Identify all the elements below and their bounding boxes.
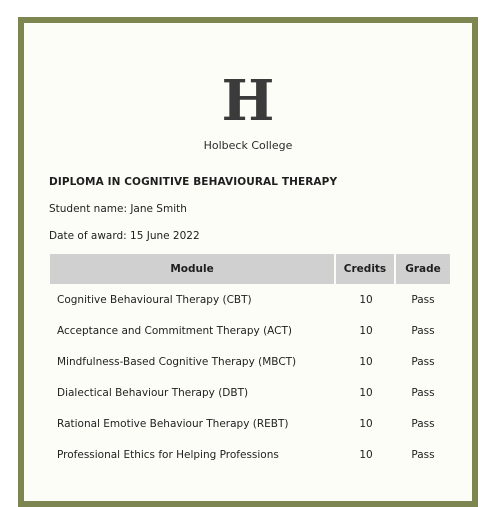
date-of-award: Date of award: 15 June 2022: [49, 230, 200, 242]
table-row: [50, 315, 450, 346]
header-credits: Credits: [336, 254, 396, 284]
student-name: Student name: Jane Smith: [49, 203, 187, 215]
module-name: Dialectical Behaviour Therapy (DBT): [57, 386, 249, 399]
module-grade: Pass: [411, 386, 435, 399]
table-row: [50, 346, 450, 377]
college-logo: H: [221, 68, 275, 134]
header-grade: Grade: [396, 254, 450, 284]
module-name: Professional Ethics for Helping Professions: [57, 448, 279, 461]
table-row: [50, 408, 450, 439]
module-grade: Pass: [411, 448, 435, 461]
module-credits: 10: [359, 417, 373, 430]
table-header-row: [50, 254, 450, 284]
module-name: Rational Emotive Behaviour Therapy (REBT): [57, 417, 289, 430]
module-name: Cognitive Behavioural Therapy (CBT): [57, 293, 252, 306]
module-grade: Pass: [411, 293, 435, 306]
diploma-title: DIPLOMA IN COGNITIVE BEHAVIOURAL THERAPY: [49, 176, 338, 188]
module-name: Mindfulness-Based Cognitive Therapy (MBCT): [57, 355, 297, 368]
module-credits: 10: [359, 355, 373, 368]
module-credits: 10: [359, 293, 373, 306]
module-grade: Pass: [411, 355, 435, 368]
module-credits: 10: [359, 386, 373, 399]
table-row: [50, 439, 450, 470]
table-row: [50, 284, 450, 315]
modules-table: [50, 254, 450, 470]
module-grade: Pass: [411, 417, 435, 430]
header-module: Module: [50, 254, 336, 284]
table-row: [50, 377, 450, 408]
module-grade: Pass: [411, 324, 435, 337]
module-name: Acceptance and Commitment Therapy (ACT): [57, 324, 293, 337]
college-name: Holbeck College: [203, 139, 293, 152]
module-credits: 10: [359, 448, 373, 461]
module-credits: 10: [359, 324, 373, 337]
